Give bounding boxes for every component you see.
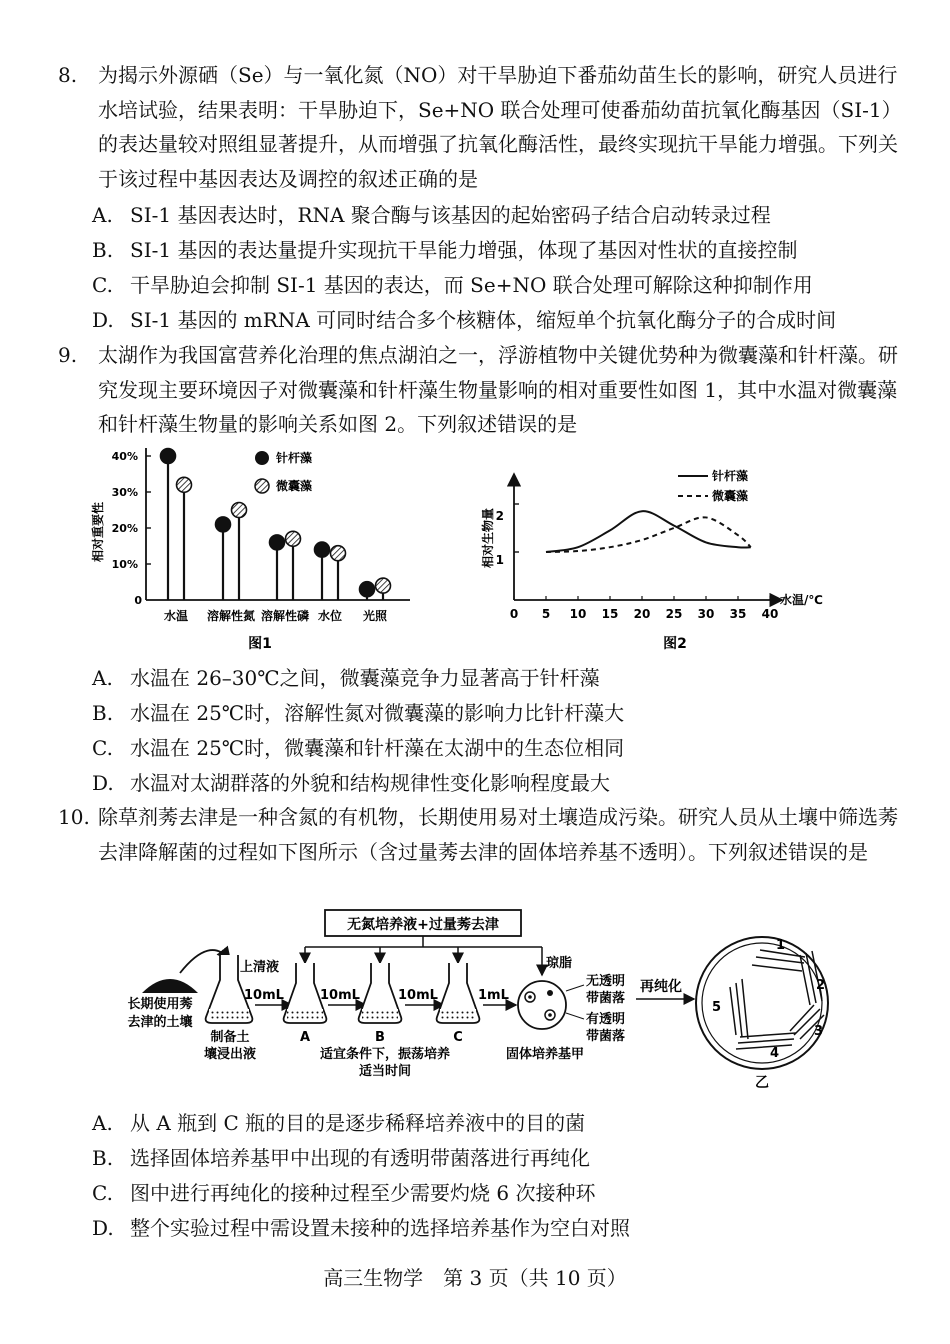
fig2-xtick-label: 20 bbox=[633, 607, 651, 621]
fig1-xlabel-3: 水位 bbox=[317, 609, 343, 623]
fig1-ytick-40: 40% bbox=[111, 450, 138, 463]
question-9 bbox=[58, 338, 898, 442]
fig1-point bbox=[161, 449, 176, 464]
fig1-xlabel-1: 溶解性氮 bbox=[206, 609, 256, 623]
fig2-xtick-label: 30 bbox=[697, 607, 715, 621]
option-d: D. 整个实验过程中需设置未接种的选择培养基作为空白对照 bbox=[92, 1216, 630, 1240]
option-d: D. 水温对太湖群落的外貌和结构规律性变化影响程度最大 bbox=[92, 771, 610, 795]
vol-1: 10mL bbox=[244, 988, 284, 1003]
medium-box-label: 无氮培养液+过量莠去津 bbox=[347, 917, 499, 933]
fig2-xtick-label: 25 bbox=[665, 607, 683, 621]
streak-3: 3 bbox=[814, 1024, 824, 1039]
fig1-xlabel-0: 水温 bbox=[163, 609, 189, 623]
flask-c bbox=[437, 963, 480, 1023]
option-b: B. SI-1 基因的表达量提升实现抗干旱能力增强，体现了基因对性状的直接控制 bbox=[92, 238, 798, 262]
streak-4: 4 bbox=[770, 1046, 780, 1061]
fig1-legend-marker-b bbox=[255, 479, 269, 493]
fig1-point bbox=[286, 531, 301, 546]
fig1-ytick-20: 20% bbox=[111, 522, 138, 535]
fig1-point bbox=[315, 542, 330, 557]
fig1-ylabel: 相对重要性 bbox=[91, 501, 105, 563]
figure-1-chart bbox=[80, 440, 420, 655]
no-halo-label-1: 无透明 bbox=[586, 974, 626, 989]
plate-jia bbox=[518, 981, 566, 1029]
option-c: C. 水温在 25℃时，微囊藻和针杆藻在太湖中的生态位相同 bbox=[92, 736, 625, 760]
vol-3: 10mL bbox=[398, 988, 438, 1003]
option-b: B. 选择固体培养基甲中出现的有透明带菌落进行再纯化 bbox=[92, 1146, 590, 1170]
vol-4: 1mL bbox=[478, 988, 509, 1003]
flask-a-label: A bbox=[299, 1030, 311, 1045]
repurify-label: 再纯化 bbox=[640, 979, 682, 995]
fig2-legend-b: 微囊藻 bbox=[712, 489, 749, 503]
question-number: 8. bbox=[58, 63, 78, 87]
dish-label: 乙 bbox=[755, 1075, 769, 1091]
fig1-point bbox=[177, 477, 192, 492]
fig2-series-line bbox=[546, 511, 751, 552]
halo-label-1: 有透明 bbox=[586, 1012, 626, 1027]
fig1-point bbox=[270, 535, 285, 550]
soil-label-1: 长期使用莠 bbox=[127, 997, 193, 1012]
fig1-legend-marker-a bbox=[255, 451, 269, 465]
fig1-ytick-10: 10% bbox=[111, 558, 138, 571]
fig2-xtick-label: 0 bbox=[509, 607, 519, 621]
fig2-ytick-2: 2 bbox=[495, 509, 504, 523]
agar-label: 琼脂 bbox=[546, 956, 573, 971]
culture-label-1: 适宜条件下，振荡培养 bbox=[319, 1047, 451, 1062]
fig1-point bbox=[216, 517, 231, 532]
question-8 bbox=[58, 58, 898, 196]
figure-2-chart bbox=[470, 460, 825, 660]
screening-process-diagram bbox=[100, 905, 880, 1095]
fig1-ytick-30: 30% bbox=[111, 486, 138, 499]
option-a: A. 从 A 瓶到 C 瓶的目的是逐步稀释培养液中的目的菌 bbox=[92, 1111, 586, 1135]
option-b: B. 水温在 25℃时，溶解性氮对微囊藻的影响力比针杆藻大 bbox=[92, 701, 625, 725]
question-stem: 太湖作为我国富营养化治理的焦点湖泊之一，浮游植物中关键优势种为微囊藻和针杆藻。研究发现主要环境因子对微囊藻和针杆藻生物量影响的相对重要性如图 1，其中水温对微囊藻和针杆藻生物量的影响关系如图 2。下列叙述错误的是 bbox=[98, 343, 898, 436]
soil-pile bbox=[142, 979, 198, 993]
fig1-point bbox=[360, 582, 375, 597]
fig1-ytick-0: 0 bbox=[134, 594, 142, 607]
fig2-xlabel: 水温/℃ bbox=[780, 593, 823, 607]
fig1-caption: 图1 bbox=[248, 636, 272, 652]
streak-5: 5 bbox=[712, 1000, 722, 1015]
fig2-xtick-label: 5 bbox=[541, 607, 551, 621]
fig1-legend-b: 微囊藻 bbox=[276, 479, 313, 493]
fig1-point bbox=[232, 503, 247, 518]
flask-c-label: C bbox=[453, 1030, 463, 1045]
vol-2: 10mL bbox=[320, 988, 360, 1003]
question-10 bbox=[58, 800, 898, 869]
option-d: D. SI-1 基因的 mRNA 可同时结合多个核糖体，缩短单个抗氧化酶分子的合成时间 bbox=[92, 308, 837, 332]
question-number: 9. bbox=[58, 343, 78, 367]
flask-b-label: B bbox=[375, 1030, 385, 1045]
fig2-caption: 图2 bbox=[663, 636, 687, 652]
culture-label-2: 适当时间 bbox=[358, 1064, 412, 1079]
fig1-point bbox=[331, 546, 346, 561]
prep-label-1: 制备土 bbox=[210, 1030, 250, 1045]
option-c: C. 图中进行再纯化的接种过程至少需要灼烧 6 次接种环 bbox=[92, 1181, 596, 1205]
fig1-point bbox=[376, 578, 391, 593]
supernatant-label: 上清液 bbox=[240, 960, 280, 975]
question-stem: 为揭示外源硒（Se）与一氧化氮（NO）对干旱胁迫下番茄幼苗生长的影响，研究人员进行水培试验，结果表明：干旱胁迫下，Se+NO 联合处理可使番茄幼苗抗氧化酶基因（SI-1）的表达量较对照组显著提升，从而增强了抗氧化酶活性，最终实现抗干旱能力增强。下列关于该过程中基因表达及调控的叙述正确的是 bbox=[98, 63, 898, 191]
fig2-xtick-label: 10 bbox=[569, 607, 587, 621]
streak-2: 2 bbox=[816, 978, 826, 993]
fig2-ytick-1: 1 bbox=[495, 553, 504, 567]
soil-label-2: 去津的土壤 bbox=[127, 1015, 193, 1030]
no-halo-label-2: 带菌落 bbox=[586, 991, 626, 1006]
streak-1: 1 bbox=[776, 938, 786, 953]
fig2-xtick-label: 15 bbox=[601, 607, 619, 621]
page-footer: 高三生物学 第 3 页（共 10 页） bbox=[323, 1266, 627, 1290]
question-number: 10. bbox=[58, 805, 90, 829]
fig2-xtick-label: 40 bbox=[761, 607, 779, 621]
prep-label-2: 壤浸出液 bbox=[203, 1047, 257, 1062]
fig1-legend-a: 针杆藻 bbox=[276, 451, 313, 465]
halo-label-2: 带菌落 bbox=[586, 1029, 626, 1044]
fig2-ylabel: 相对生物量 bbox=[481, 507, 495, 569]
option-a: A. SI-1 基因表达时，RNA 聚合酶与该基因的起始密码子结合启动转录过程 bbox=[92, 203, 771, 227]
fig2-xtick-label: 35 bbox=[729, 607, 747, 621]
option-a: A. 水温在 26–30℃之间，微囊藻竞争力显著高于针杆藻 bbox=[92, 666, 600, 690]
option-c: C. 干旱胁迫会抑制 SI-1 基因的表达，而 Se+NO 联合处理可解除这种抑制作用 bbox=[92, 273, 813, 297]
flask-b bbox=[359, 963, 402, 1023]
plate-label: 固体培养基甲 bbox=[505, 1047, 585, 1062]
question-stem: 除草剂莠去津是一种含氮的有机物，长期使用易对土壤造成污染。研究人员从土壤中筛选莠去津降解菌的过程如下图所示（含过量莠去津的固体培养基不透明）。下列叙述错误的是 bbox=[98, 805, 898, 864]
fig1-xlabel-4: 光照 bbox=[362, 609, 388, 623]
fig2-legend-a: 针杆藻 bbox=[712, 469, 749, 483]
fig1-xlabel-2: 溶解性磷 bbox=[260, 609, 310, 623]
